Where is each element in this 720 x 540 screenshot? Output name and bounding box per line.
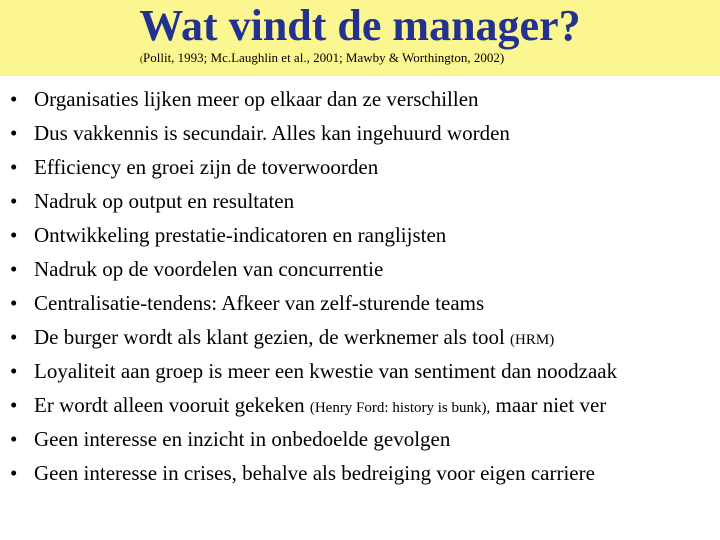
list-item-text: Loyaliteit aan groep is meer een kwestie van sentiment dan noodzaak bbox=[34, 359, 618, 383]
list-item-text: Nadruk op de voordelen van concurrentie bbox=[34, 257, 384, 281]
list-item-text: Geen interesse en inzicht in onbedoelde gevolgen bbox=[34, 427, 451, 451]
bullet-marker: • bbox=[10, 359, 18, 383]
list-item-text: Nadruk op output en resultaten bbox=[34, 189, 295, 213]
list-item-note: (HRM) bbox=[510, 332, 555, 348]
bullet-marker: • bbox=[10, 87, 18, 111]
list-item bbox=[0, 390, 720, 424]
list-item-tail-text: maar niet ver bbox=[490, 393, 607, 417]
bullet-marker: • bbox=[10, 291, 18, 315]
bullet-marker: • bbox=[10, 427, 18, 451]
bullet-marker: • bbox=[10, 155, 18, 179]
list-item-text: Dus vakkennis is secundair. Alles kan ingehuurd worden bbox=[34, 121, 510, 145]
bullet-marker: • bbox=[10, 223, 18, 247]
list-item bbox=[0, 220, 720, 254]
list-item bbox=[0, 288, 720, 322]
citation bbox=[140, 50, 504, 67]
bullet-list bbox=[0, 84, 720, 492]
list-item-text: Ontwikkeling prestatie-indicatoren en ranglijsten bbox=[34, 223, 447, 247]
bullet-marker: • bbox=[10, 189, 18, 213]
list-item-text bbox=[34, 322, 554, 355]
list-item bbox=[0, 356, 720, 390]
bullet-marker: • bbox=[10, 461, 18, 485]
page-title: Wat vindt de manager? bbox=[139, 1, 581, 50]
list-item bbox=[0, 84, 720, 118]
bullet-marker: • bbox=[10, 121, 18, 145]
list-item bbox=[0, 152, 720, 186]
list-item-main-text: De burger wordt als klant gezien, de werknemer als tool bbox=[34, 325, 511, 349]
bullet-marker: • bbox=[10, 325, 18, 349]
list-item bbox=[0, 118, 720, 152]
bullet-marker: • bbox=[10, 257, 18, 281]
list-item-main-text: Er wordt alleen vooruit gekeken bbox=[34, 393, 310, 417]
list-item bbox=[0, 424, 720, 458]
list-item-text: Centralisatie-tendens: Afkeer van zelf-sturende teams bbox=[34, 291, 485, 315]
list-item-text: Efficiency en groei zijn de toverwoorden bbox=[34, 155, 379, 179]
list-item bbox=[0, 322, 720, 356]
list-item-text bbox=[34, 390, 606, 423]
list-item-text: Organisaties lijken meer op elkaar dan ze verschillen bbox=[34, 87, 479, 111]
list-item bbox=[0, 254, 720, 288]
list-item-note: (Henry Ford: history is bunk), bbox=[309, 400, 491, 416]
list-item-text: Geen interesse in crises, behalve als bedreiging voor eigen carriere bbox=[34, 461, 595, 485]
citation-text: Pollit, 1993; Mc.Laughlin et al., 2001; Mawby & Worthington, 2002) bbox=[143, 50, 505, 65]
list-item bbox=[0, 186, 720, 220]
bullet-marker: • bbox=[10, 393, 18, 417]
list-item bbox=[0, 458, 720, 492]
citation-open-paren: ( bbox=[140, 54, 143, 64]
